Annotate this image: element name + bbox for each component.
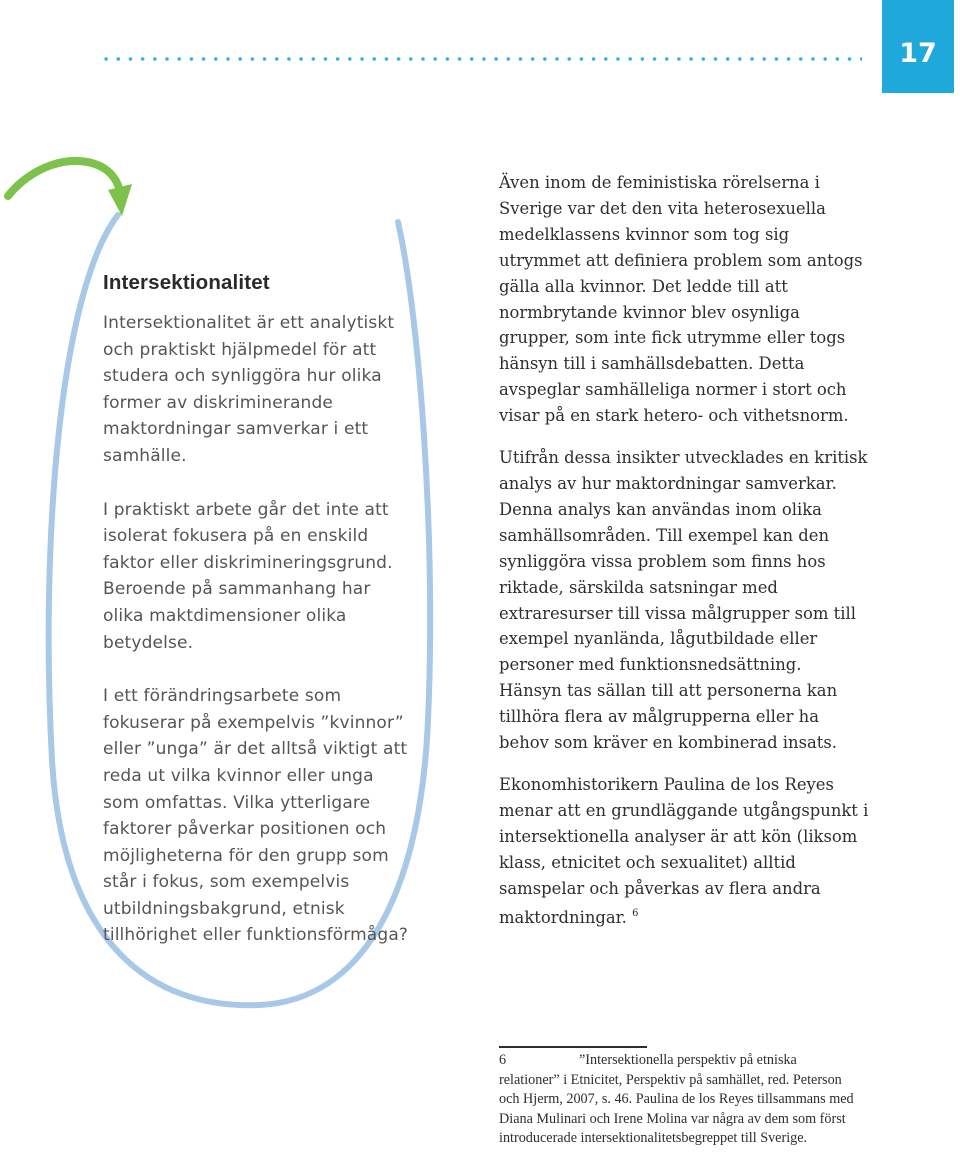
body-paragraph-last bbox=[499, 772, 869, 931]
footnote-divider bbox=[499, 1046, 647, 1048]
intersectionality-sidebar bbox=[103, 268, 413, 976]
sidebar-title: Intersektionalitet bbox=[103, 271, 270, 294]
footnote-text: ”Intersektionella perspektiv på etniska relationer” i Etnicitet, Perspektiv på samhället, red. Peterson och Hjerm, 2007, s. 46. Paulina de los Reyes tillsammans med Diana Mulinari och Irene Molina var några av dem som först introducerade intersektionalitetsbegreppet till Sverige. bbox=[499, 1052, 854, 1147]
page-number: 17 bbox=[899, 38, 937, 69]
curved-arrow-icon bbox=[8, 161, 132, 216]
sidebar-paragraph: I praktiskt arbete går det inte att isolerat fokusera på en enskild faktor eller diskrimineringsgrund. Beroende på sammanhang har olika maktdimensioner olika betydelse. bbox=[103, 499, 393, 653]
sidebar-paragraph: I ett förändringsarbete som fokuserar på exempelvis ”kvinnor” eller ”unga” är det alltså viktigt att reda ut vilka kvinnor eller unga som omfattas. Vilka ytterligare faktorer påverkar positionen och möjligheterna för den grupp som står i fokus, som exempelvis utbildningsbakgrund, etnisk tillhörighet eller funktionsförmåga? bbox=[103, 686, 409, 946]
body-paragraph: Utifrån dessa insikter utvecklades en kritisk analys av hur maktordningar samverkar. Denna analys kan användas inom olika samhällsområden. Till exempel kan den synliggöra vissa problem som finns hos riktade, särskilda satsningar med extraresurser till vissa målgrupper som till exempel nyanlända, lågutbildade eller personer med funktionsnedsättning. Hänsyn tas sällan till att personerna kan tillhöra flera av målgrupperna eller ha behov som kräver en kombinerad insats. bbox=[499, 448, 868, 753]
footnote bbox=[499, 1051, 861, 1149]
body-paragraph: Även inom de feministiska rörelserna i Sverige var det den vita heterosexuella medelklassens kvinnor som tog sig utrymmet att definiera problem som antogs gälla alla kvinnor. Det ledde till att normbrytande kvinnor blev osynliga grupper, som inte fick utrymme eller togs hänsyn till i samhällsdebatten. Detta avspeglar samhälleliga normer i stort och visar på en stark hetero- och vithetsnorm. bbox=[499, 173, 863, 426]
main-text-column bbox=[499, 170, 869, 947]
body-paragraph-text: Ekonomhistorikern Paulina de los Reyes menar att en grundläggande utgångspunkt i intersektionella analyser är att kön (liksom klass, etnicitet och sexualitet) alltid samspelar och påverkas av flera andra maktordningar. bbox=[499, 774, 869, 928]
footnote-number: 6 bbox=[499, 1052, 507, 1068]
footnote-reference[interactable]: 6 bbox=[632, 908, 639, 920]
sidebar-paragraph: Intersektionalitet är ett analytiskt och praktiskt hjälpmedel för att studera och synliggöra hur olika former av diskriminerande maktordningar samverkar i ett samhälle. bbox=[103, 313, 395, 466]
